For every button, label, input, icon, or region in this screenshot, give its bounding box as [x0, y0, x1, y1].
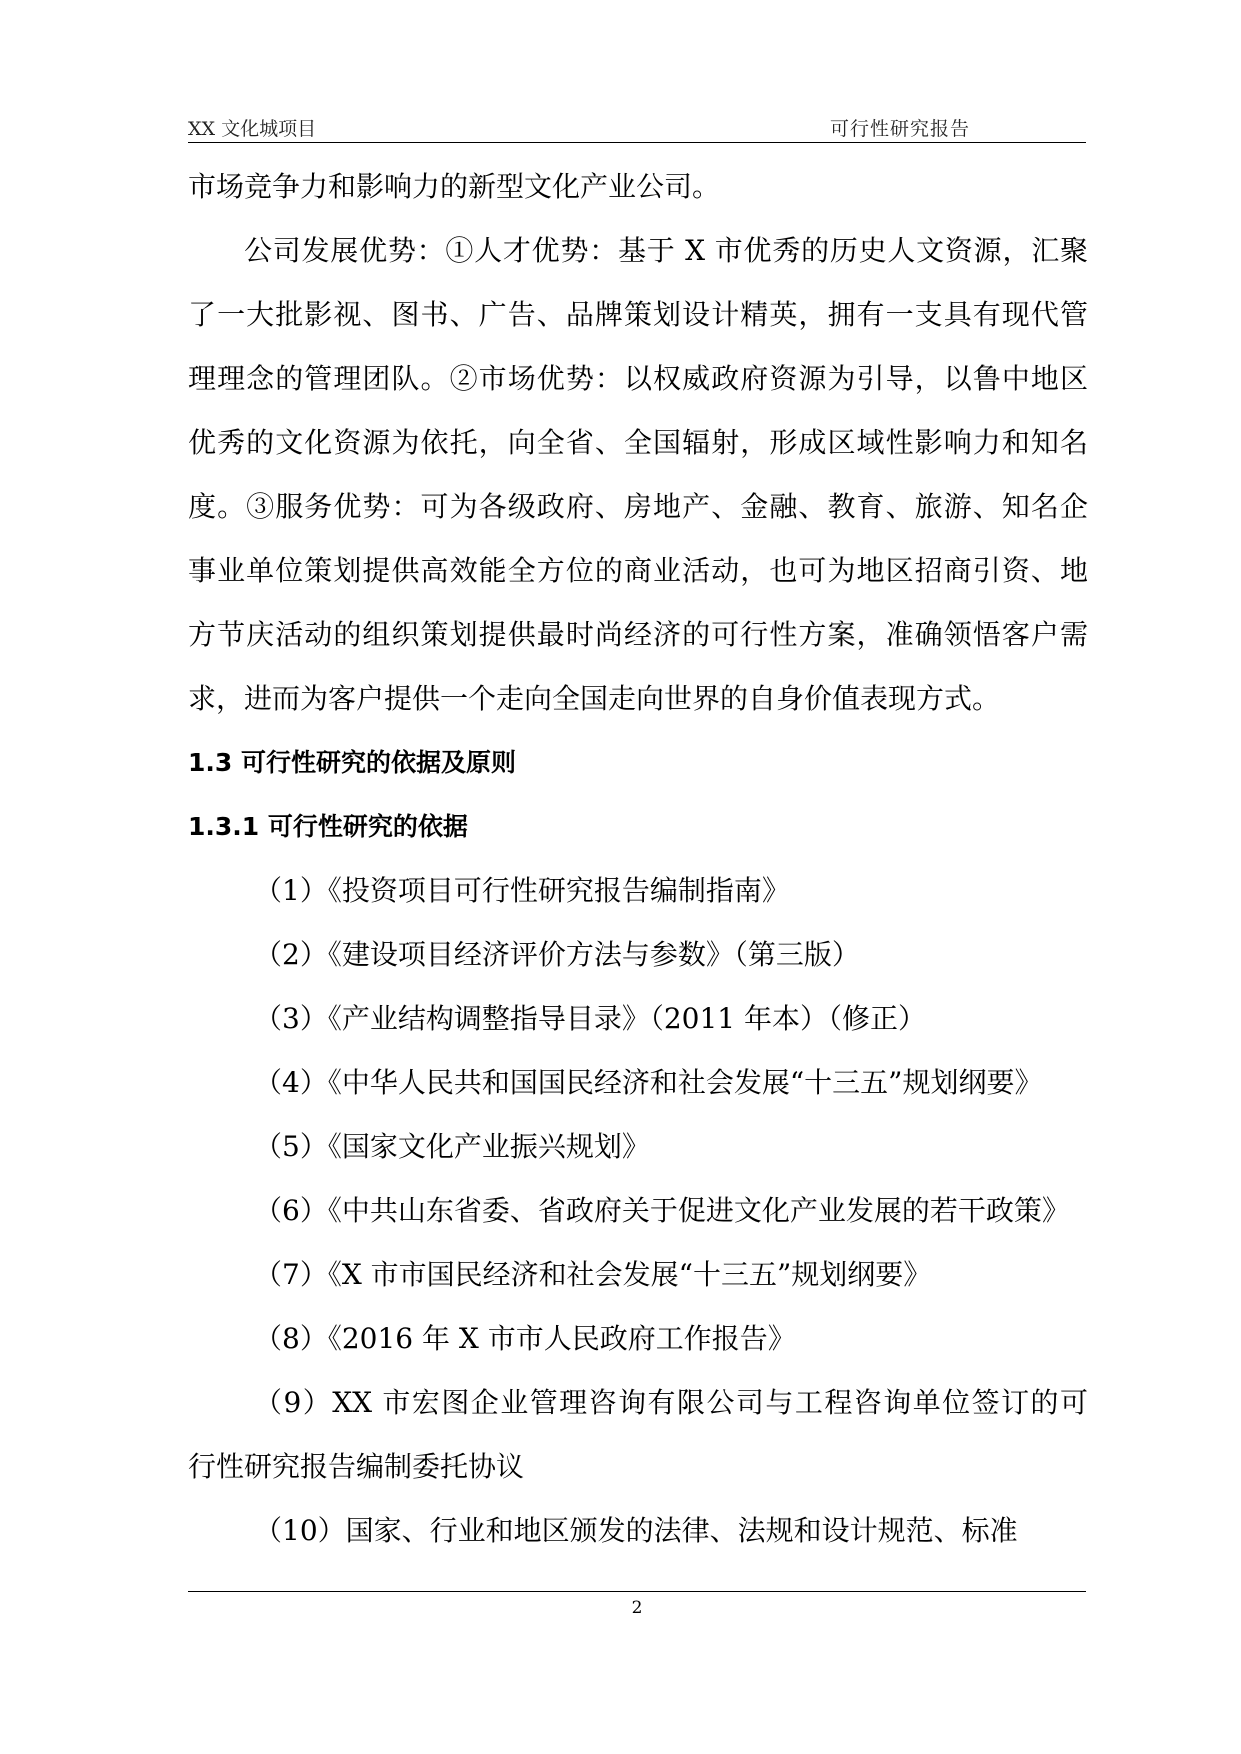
header-report-title: 可行性研究报告 — [830, 118, 971, 140]
document-body — [188, 155, 1088, 1563]
paragraph-line: 求，进而为客户提供一个走向全国走向世界的自身价值表现方式。 — [188, 682, 1001, 715]
list-item: （7）《X 市市国民经济和社会发展“十三五”规划纲要》 — [254, 1258, 932, 1291]
header-project-name: XX 文化城项目 — [188, 118, 317, 140]
page-number: 2 — [631, 1598, 643, 1618]
paragraph-line: 市场竞争力和影响力的新型文化产业公司。 — [188, 170, 721, 203]
paragraph-line: 度。③服务优势：可为各级政府、房地产、金融、教育、旅游、知名企 — [188, 490, 1088, 523]
list-item: （8）《2016 年 X 市市人民政府工作报告》 — [254, 1322, 796, 1355]
list-item: （5）《国家文化产业振兴规划》 — [254, 1130, 650, 1163]
list-item: （4）《中华人民共和国国民经济和社会发展“十三五”规划纲要》 — [254, 1066, 1043, 1099]
list-item: （10）国家、行业和地区颁发的法律、法规和设计规范、标准 — [254, 1514, 1018, 1547]
section-heading: 1.3 可行性研究的依据及原则 — [188, 748, 516, 777]
paragraph-line: 理理念的管理团队。②市场优势：以权威政府资源为引导，以鲁中地区 — [188, 362, 1088, 395]
list-item-continuation: 行性研究报告编制委托协议 — [188, 1450, 525, 1483]
paragraph-line: 方节庆活动的组织策划提供最时尚经济的可行性方案，准确领悟客户需 — [188, 618, 1088, 651]
list-item: （2）《建设项目经济评价方法与参数》（第三版） — [254, 938, 860, 971]
page-header — [188, 114, 1086, 142]
paragraph-line: 事业单位策划提供高效能全方位的商业活动，也可为地区招商引资、地 — [188, 554, 1088, 587]
list-item: （3）《产业结构调整指导目录》（2011 年本）（修正） — [254, 1002, 926, 1035]
subsection-heading: 1.3.1 可行性研究的依据 — [188, 812, 468, 841]
footer-divider — [188, 1591, 1086, 1592]
list-item: （9）XX 市宏图企业管理咨询有限公司与工程咨询单位签订的可 — [254, 1386, 1088, 1419]
list-item: （6）《中共山东省委、省政府关于促进文化产业发展的若干政策》 — [254, 1194, 1070, 1227]
paragraph-line: 了一大批影视、图书、广告、品牌策划设计精英，拥有一支具有现代管 — [188, 298, 1088, 331]
paragraph-line: 公司发展优势：①人才优势：基于 X 市优秀的历史人文资源，汇聚 — [244, 234, 1088, 267]
paragraph-line: 优秀的文化资源为依托，向全省、全国辐射，形成区域性影响力和知名 — [188, 426, 1088, 459]
list-item: （1）《投资项目可行性研究报告编制指南》 — [254, 874, 790, 907]
header-divider — [188, 142, 1086, 143]
